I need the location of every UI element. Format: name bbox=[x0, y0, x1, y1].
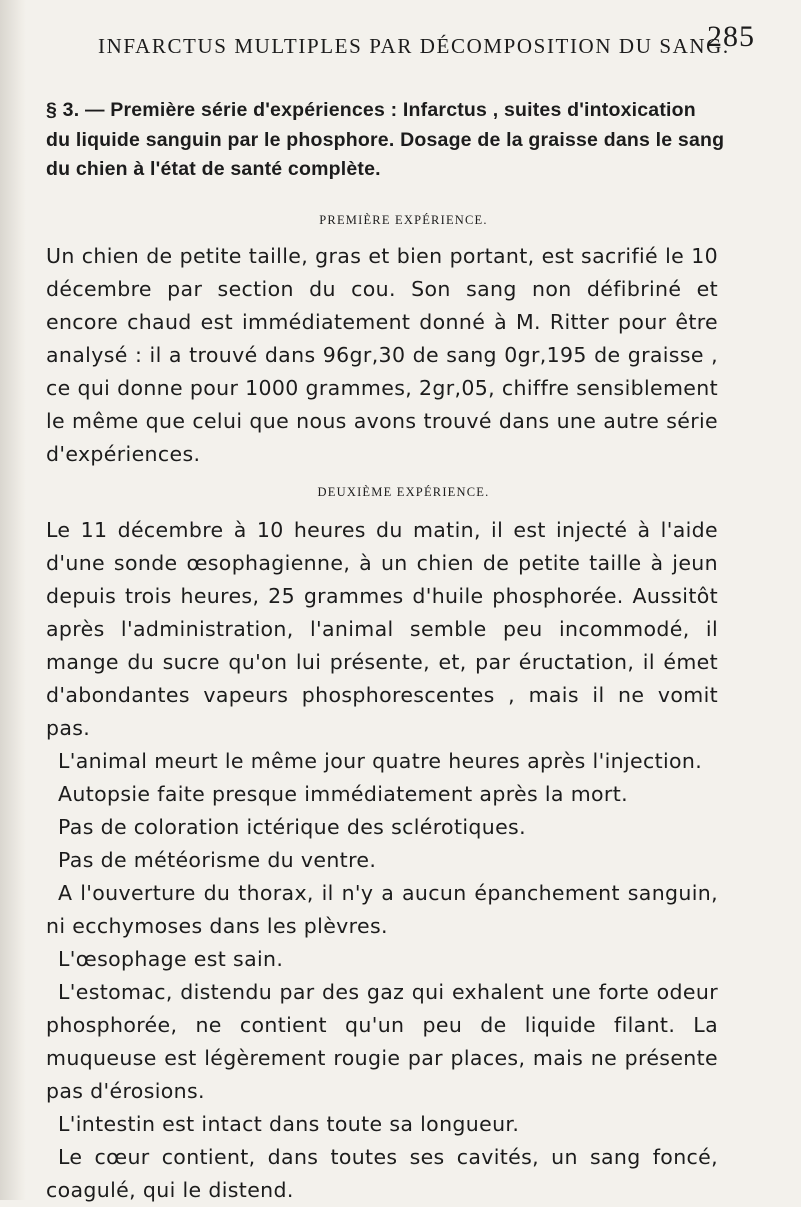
experiment-2-paragraph-5: Pas de météorisme du ventre. bbox=[58, 847, 377, 872]
experiment-2-title: DEUXIÈME EXPÉRIENCE. bbox=[317, 484, 490, 499]
book-page bbox=[46, 14, 761, 1207]
experiment-2-paragraph-7: L'œsophage est sain. bbox=[58, 946, 284, 971]
section-heading bbox=[46, 96, 761, 185]
running-title: INFARCTUS MULTIPLES PAR DÉCOMPOSITION DU SANG. bbox=[98, 34, 730, 58]
page-gutter-shadow bbox=[0, 0, 26, 1200]
experiment-2-paragraph-8: L'estomac, distendu par des gaz qui exhalent une forte odeur phosphorée, ne contient qu'un peu de liquide filant. La muqueuse est légèrement rougie par places, mais ne présente pas d'érosions. bbox=[46, 979, 718, 1103]
experiment-2-paragraph-3: Autopsie faite presque immédiatement après la mort. bbox=[58, 781, 628, 806]
section-heading-line-1: § 3. — Première série d'expériences : Infarctus , suites d'intoxication bbox=[46, 99, 696, 121]
experiment-2-paragraph-1: Le 11 décembre à 10 heures du matin, il est injecté à l'aide d'une sonde œsophagienne, à un chien de petite taille à jeun depuis trois heures, 25 grammes d'huile phosphorée. Aussitôt après l'administration, l'animal semble peu incommodé, il mange du sucre qu'on lui présente, et, par éructation, il émet d'abondantes vapeurs phosphorescentes , mais il ne vomit pas. bbox=[46, 517, 718, 740]
section-heading-line-2: du liquide sanguin par le phosphore. Dosage de la graisse dans le sang bbox=[46, 128, 725, 151]
experiment-2-paragraph-4: Pas de coloration ictérique des sclérotiques. bbox=[58, 814, 526, 839]
page-number: 285 bbox=[707, 20, 755, 53]
experiment-1-title: PREMIÈRE EXPÉRIENCE. bbox=[319, 212, 488, 227]
running-head bbox=[46, 14, 761, 72]
experiment-2-paragraph-6: A l'ouverture du thorax, il n'y a aucun épanchement sanguin, ni ecchymoses dans les plèvres. bbox=[46, 880, 718, 938]
experiment-2-paragraph-10: Le cœur contient, dans toutes ses cavités, un sang foncé, coagulé, qui le distend. bbox=[46, 1144, 718, 1202]
experiment-2-paragraph-2: L'animal meurt le même jour quatre heures après l'injection. bbox=[58, 748, 703, 773]
experiment-2-paragraph-9: L'intestin est intact dans toute sa longueur. bbox=[58, 1111, 520, 1136]
experiment-1-paragraph: Un chien de petite taille, gras et bien portant, est sacrifié le 10 décembre par section du cou. Son sang non défibriné et encore chaud est immédiatement donné à M. Ritter pour être analysé : il a trouvé dans 96gr,30 de sang 0gr,195 de graisse , ce qui donne pour 1000 grammes, 2gr,05, chiffre sensiblement le même que celui que nous avons trouvé dans une autre série d'expériences. bbox=[46, 243, 718, 466]
section-heading-line-3: du chien à l'état de santé complète. bbox=[46, 158, 381, 180]
